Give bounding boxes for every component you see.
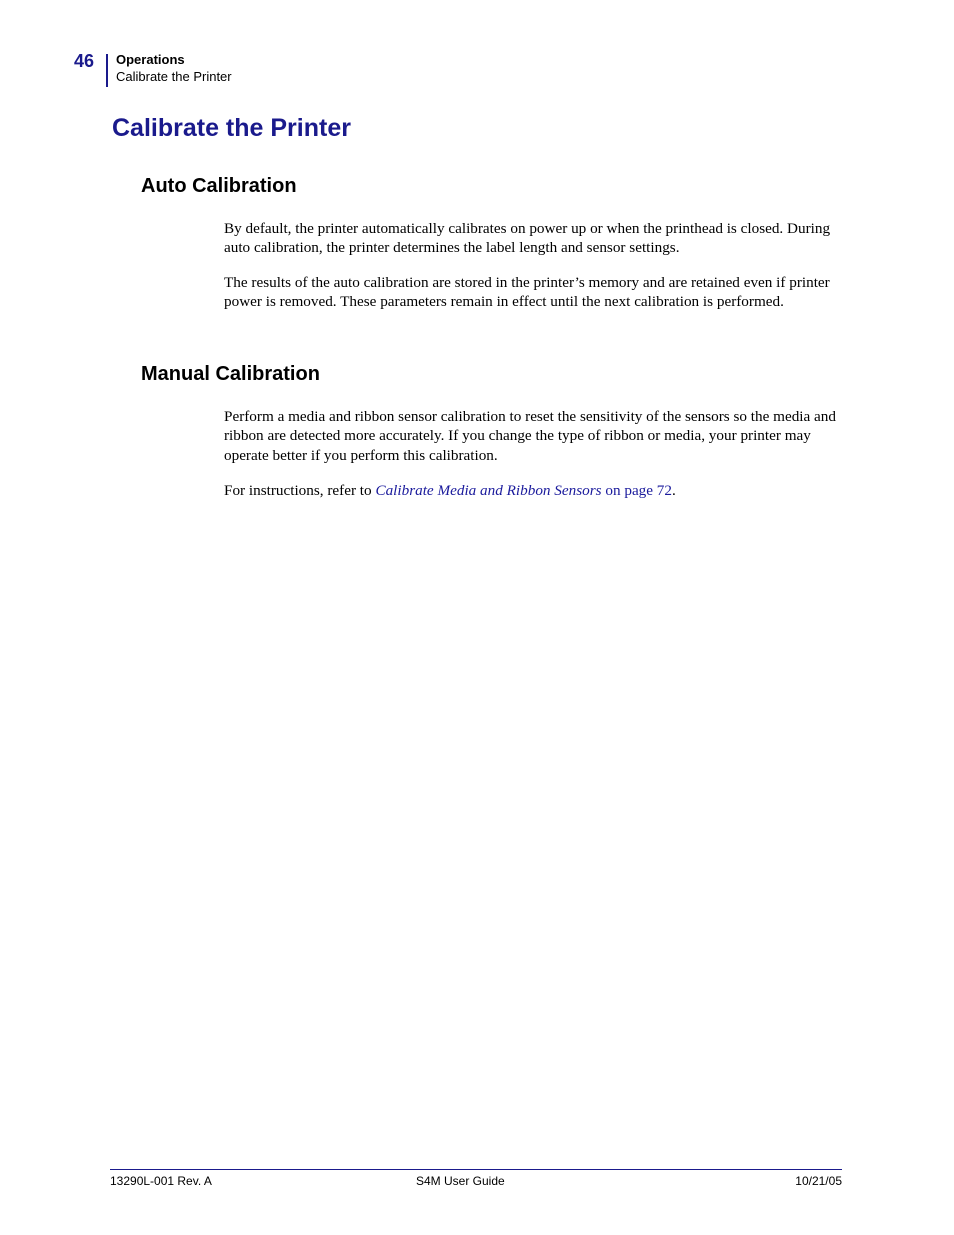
footer-divider bbox=[110, 1169, 842, 1170]
chapter-title: Operations bbox=[116, 52, 185, 67]
auto-calibration-paragraph-2: The results of the auto calibration are stored in the printer’s memory and are retained even if printer power is removed. These parameters remain in effect until the next calibration is performed. bbox=[224, 274, 830, 311]
auto-calibration-heading: Auto Calibration bbox=[141, 175, 297, 197]
page-number: 46 bbox=[74, 51, 95, 71]
section-breadcrumb: Calibrate the Printer bbox=[116, 69, 232, 84]
calibrate-sensors-link-text: Calibrate Media and Ribbon Sensors bbox=[375, 482, 602, 499]
header-divider bbox=[106, 54, 108, 87]
manual-calibration-heading: Manual Calibration bbox=[141, 363, 320, 385]
manual-calibration-paragraph-1: Perform a media and ribbon sensor calibration to reset the sensitivity of the sensors so the media and ribbon are detected more accurately. If you change the type of ribbon or media, your printer may operate better if you perform this calibration. bbox=[224, 408, 836, 464]
instructions-prefix: For instructions, refer to bbox=[224, 482, 376, 499]
footer-document-number: 13290L-001 Rev. A bbox=[110, 1174, 212, 1188]
manual-calibration-paragraph-2 bbox=[224, 481, 836, 500]
instructions-end: . bbox=[672, 482, 676, 499]
auto-calibration-paragraph-1: By default, the printer automatically calibrates on power up or when the printhead is closed. During auto calibration, the printer determines the label length and sensor settings. bbox=[224, 220, 831, 257]
page-title: Calibrate the Printer bbox=[112, 114, 351, 142]
calibrate-sensors-page-ref: on page 72 bbox=[601, 482, 672, 499]
calibrate-sensors-link[interactable] bbox=[375, 482, 672, 499]
footer-date: 10/21/05 bbox=[795, 1174, 842, 1188]
footer-guide-title: S4M User Guide bbox=[416, 1174, 505, 1188]
page-header bbox=[0, 0, 954, 100]
